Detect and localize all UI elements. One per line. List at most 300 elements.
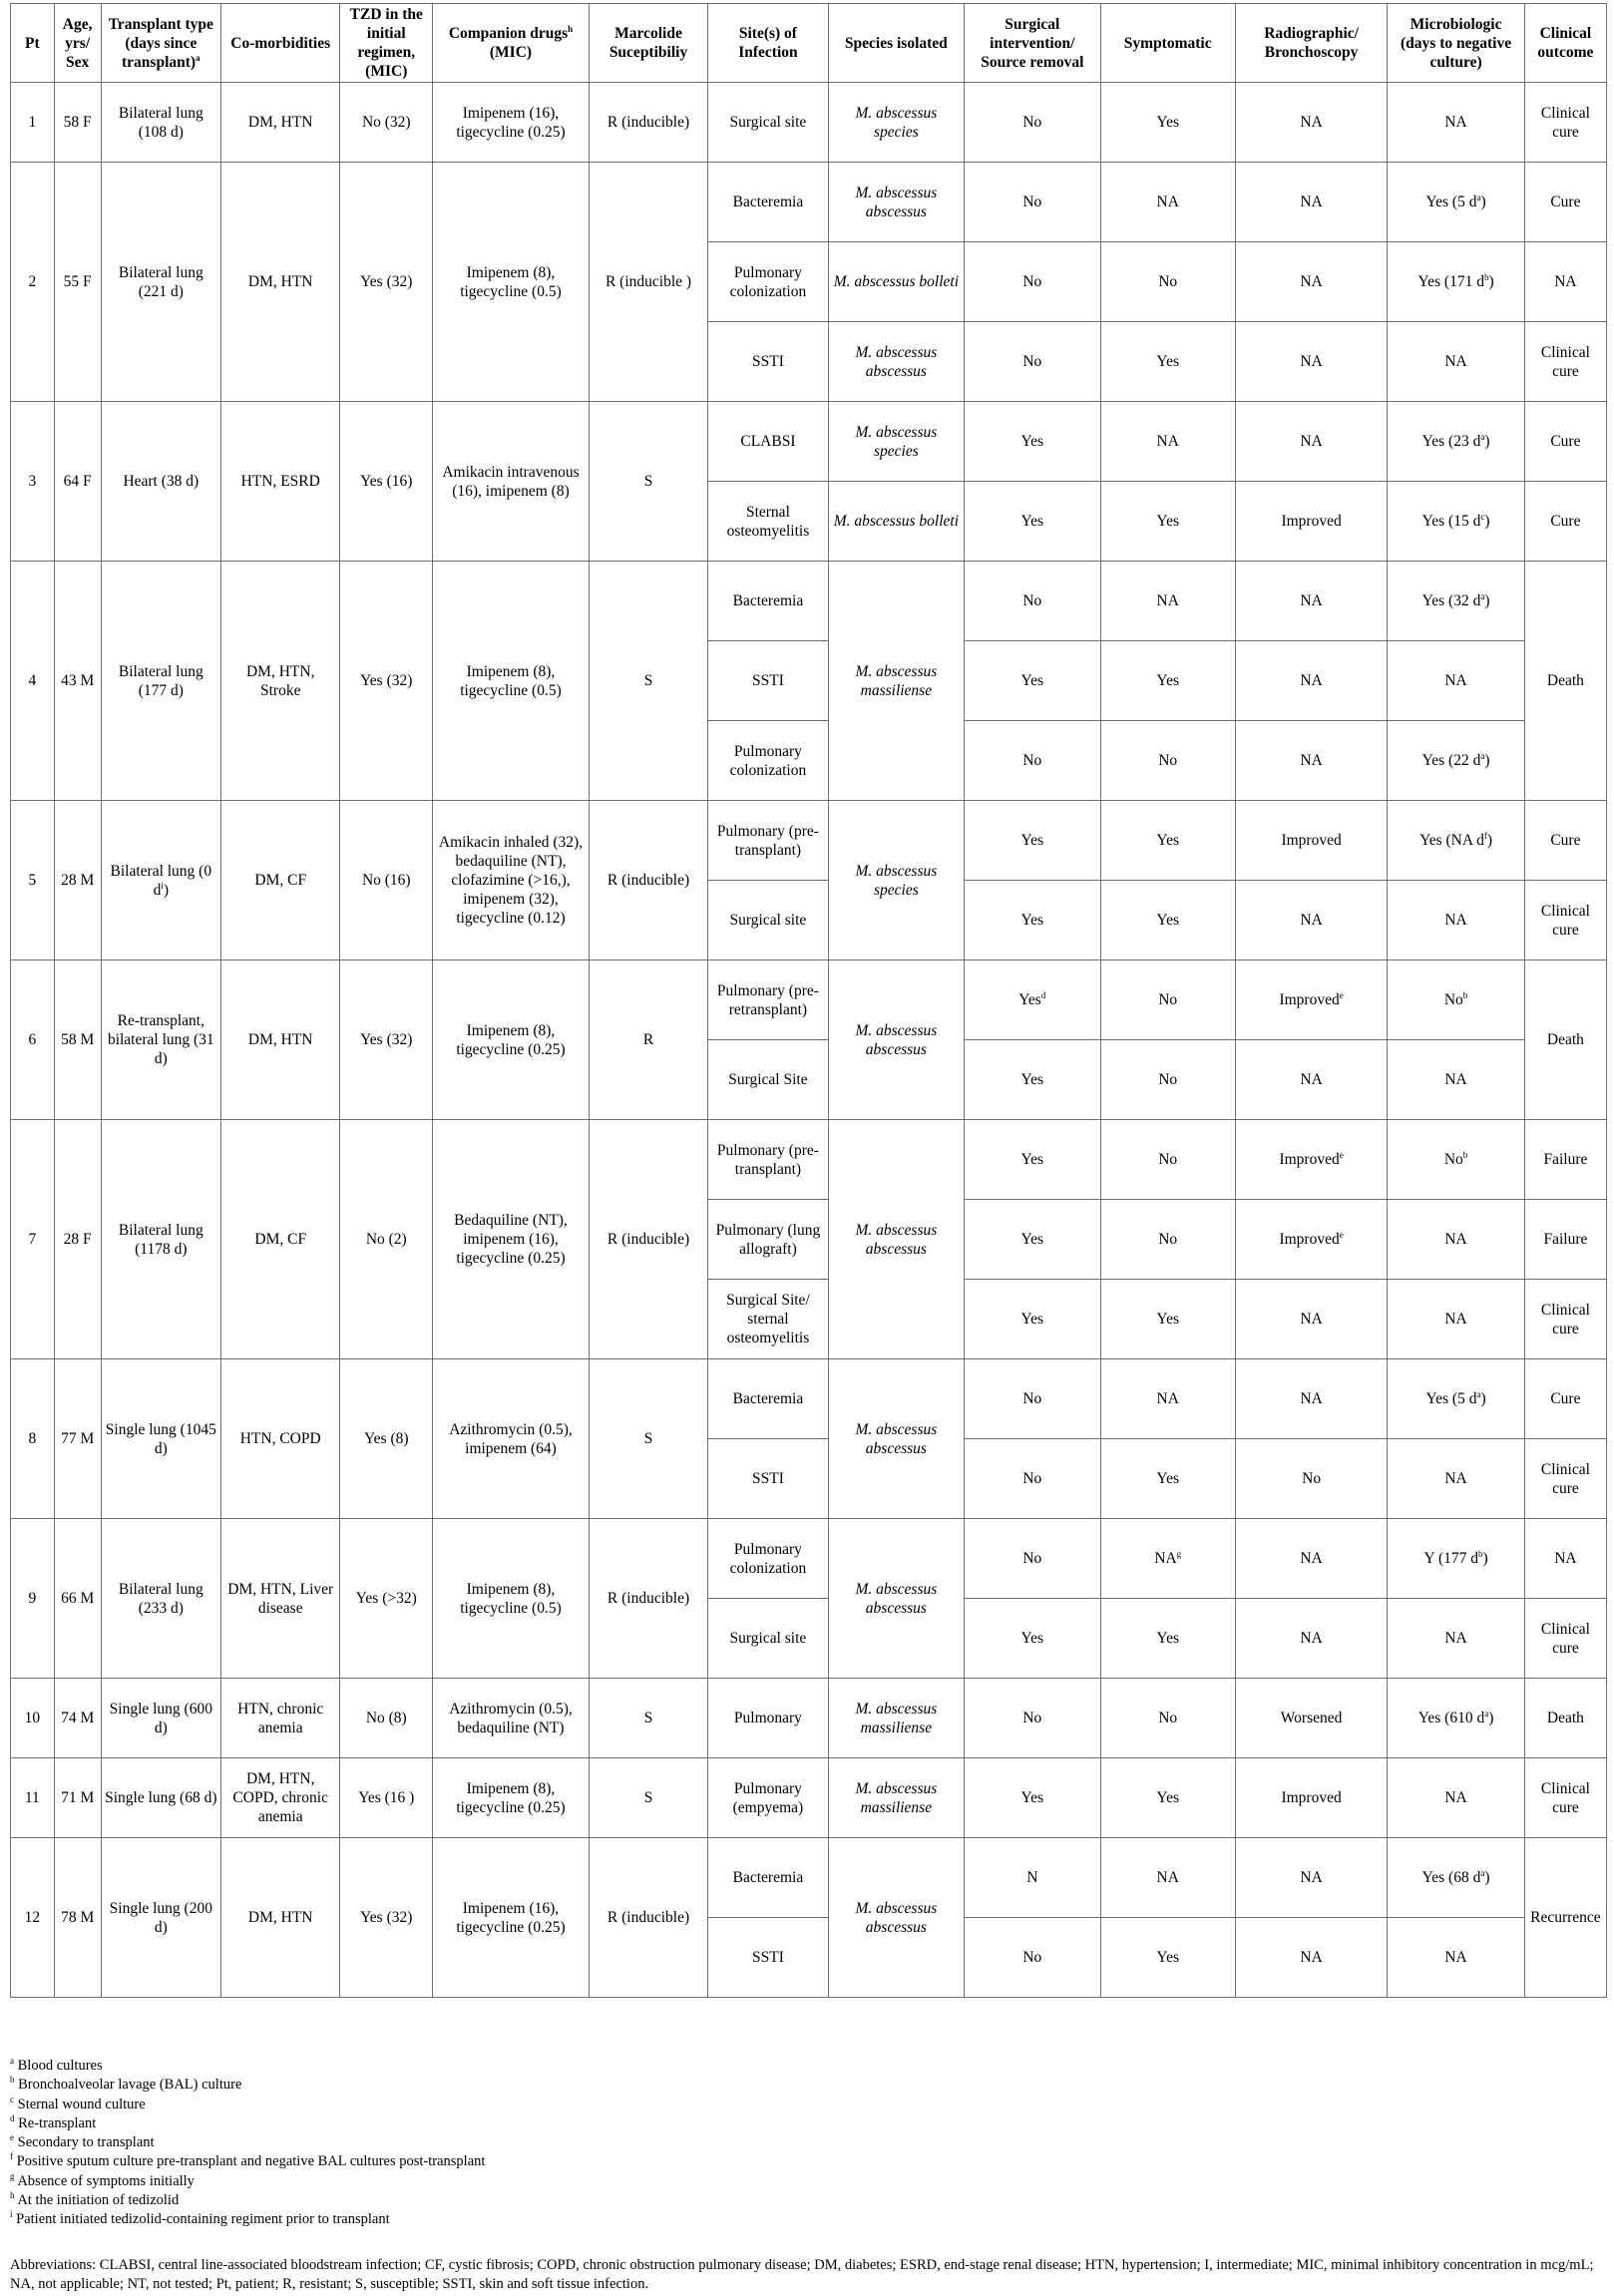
pt-cell (11, 402, 55, 562)
surgical-cell-text: No (1022, 1390, 1042, 1407)
microbiologic-cell-text: NA (1444, 1949, 1467, 1966)
table-row (11, 960, 1607, 1040)
radiographic-cell (1235, 482, 1387, 562)
age-sex-cell-text: 28 F (63, 1231, 92, 1248)
transplant-cell-text: Single lung (200 d) (109, 1899, 212, 1936)
microbiologic-cell (1388, 322, 1525, 402)
tzd-cell (340, 1679, 433, 1758)
transplant-cell (101, 562, 220, 801)
macrolide-cell-text: S (643, 672, 653, 689)
drugs-cell (433, 562, 590, 801)
comorbidities-cell-text: DM, HTN, Liver disease (227, 1580, 334, 1617)
site-cell-text: Bacteremia (732, 193, 804, 210)
transplant-cell (101, 801, 220, 960)
species-cell (828, 402, 964, 482)
radiographic-cell-text: NA (1300, 592, 1323, 609)
tzd-cell-text: Yes (32) (360, 1909, 413, 1926)
radiographic-cell-text: Improved (1281, 832, 1342, 849)
col-macrolide-header-text: Marcolide Suceptibiliy (608, 25, 688, 61)
symptomatic-cell (1100, 482, 1235, 562)
col-comorbidities-header (221, 4, 340, 83)
site-cell-text: Sternal osteomyelitis (726, 503, 810, 540)
symptomatic-cell-text: Yes (1156, 1789, 1179, 1806)
species-cell-text: M. abscessus abscessus (855, 343, 938, 380)
macrolide-cell-text: R (inducible) (606, 1909, 690, 1926)
radiographic-cell (1235, 1120, 1387, 1200)
site-cell (708, 1120, 828, 1200)
symptomatic-cell (1100, 1200, 1235, 1280)
species-cell-text: M. abscessus species (855, 423, 938, 460)
pt-cell (11, 1679, 55, 1758)
species-cell-text: M. abscessus abscessus (855, 1420, 938, 1457)
outcome-cell-text: NA (1554, 1550, 1577, 1567)
transplant-cell (101, 83, 220, 163)
outcome-cell-text: Clinical cure (1540, 1779, 1590, 1816)
species-cell-text: M. abscessus massiliense (855, 1700, 938, 1736)
site-cell-text: Pulmonary (pre-retransplant) (716, 981, 819, 1018)
microbiologic-cell-text: Yes (NA d (1419, 832, 1484, 849)
age-sex-cell (54, 801, 101, 960)
col-radiographic-header (1235, 4, 1387, 83)
pt-cell-text: 10 (24, 1710, 41, 1726)
species-cell-text: M. abscessus abscessus (855, 184, 938, 220)
macrolide-cell-text: S (643, 1430, 653, 1447)
radiographic-cell-text: NA (1300, 1949, 1323, 1966)
radiographic-cell (1235, 801, 1387, 881)
outcome-cell-text: Failure (1543, 1231, 1588, 1248)
symptomatic-cell (1100, 1758, 1235, 1838)
pt-cell-text: 9 (28, 1590, 37, 1607)
symptomatic-cell (1100, 562, 1235, 641)
drugs-cell-text: Imipenem (8), tigecycline (0.5) (460, 263, 562, 300)
microbiologic-cell-text: NA (1444, 1789, 1467, 1806)
drugs-cell (433, 163, 590, 402)
site-cell (708, 322, 828, 402)
drugs-cell-text: Imipenem (8), tigecycline (0.25) (456, 1779, 566, 1816)
drugs-cell-text: Amikacin inhaled (32), bedaquiline (NT), clofazimine (>16,), imipenem (32), tigecycline (0.12) (438, 834, 584, 927)
symptomatic-cell-text: No (1158, 1710, 1178, 1726)
microbiologic-cell (1388, 1918, 1525, 1998)
microbiologic-cell-suffix: ) (1488, 273, 1494, 290)
radiographic-cell-text: Improved (1281, 513, 1342, 530)
species-cell-text: M. abscessus species (855, 862, 938, 899)
site-cell (708, 881, 828, 960)
microbiologic-cell (1388, 1280, 1525, 1359)
transplant-cell-suffix: ) (163, 881, 170, 899)
abbreviations-note: Abbreviations: CLABSI, central line-associated bloodstream infection; CF, cystic fibrosis; COPD, chronic obstruction pulmonary disease; DM, diabetes; ESRD, end-stage renal disease; HTN, hypertension; I, intermediate; MIC, minimal inhibitory concentration in mcg/mL; NA, not applicable; NT, not tested; Pt, patient; R, resistant; S, susceptible; SSTI, skin and soft tissue infection. (10, 2257, 1594, 2292)
age-sex-cell-text: 28 M (61, 872, 95, 889)
comorbidities-cell (221, 960, 340, 1120)
radiographic-cell (1235, 1838, 1387, 1918)
symptomatic-cell (1100, 801, 1235, 881)
radiographic-cell-text: NA (1300, 353, 1323, 370)
radiographic-cell-text: NA (1300, 1630, 1323, 1647)
species-cell (828, 1679, 964, 1758)
radiographic-cell-text: Improved (1279, 1231, 1340, 1248)
col-companion-drugs-header (433, 4, 590, 83)
outcome-cell (1524, 83, 1606, 163)
macrolide-cell (589, 562, 707, 801)
comorbidities-cell (221, 801, 340, 960)
site-cell-text: Pulmonary (empyema) (732, 1779, 804, 1816)
drugs-cell-text: Azithromycin (0.5), imipenem (64) (449, 1420, 573, 1457)
microbiologic-cell (1388, 402, 1525, 482)
radiographic-cell-text: NA (1300, 1550, 1323, 1567)
microbiologic-cell (1388, 1838, 1525, 1918)
outcome-cell (1524, 960, 1606, 1120)
outcome-cell-text: Death (1546, 1031, 1584, 1048)
comorbidities-cell-text: HTN, chronic anemia (237, 1700, 324, 1736)
drugs-cell (433, 402, 590, 562)
radiographic-cell (1235, 1359, 1387, 1439)
table-row (11, 163, 1607, 242)
drugs-cell-text: Bedaquiline (NT), imipenem (16), tigecycline (0.25) (454, 1212, 568, 1267)
symptomatic-cell-text: Yes (1156, 1949, 1179, 1966)
radiographic-cell (1235, 1439, 1387, 1519)
microbiologic-cell-text: Yes (68 d (1421, 1869, 1481, 1886)
outcome-cell-text: Cure (1550, 832, 1581, 849)
outcome-cell (1524, 1599, 1606, 1679)
surgical-cell (965, 1599, 1100, 1679)
macrolide-cell-text: R (inducible) (606, 1590, 690, 1607)
symptomatic-cell-text: NA (1156, 1390, 1179, 1407)
transplant-cell-text: Single lung (600 d) (109, 1700, 212, 1736)
site-cell-text: Surgical Site (728, 1071, 808, 1088)
table-row (11, 1679, 1607, 1758)
pt-cell-text: 8 (28, 1430, 37, 1447)
col-age-sex-header-text: Age, yrs/ Sex (62, 15, 93, 71)
table-row (11, 1519, 1607, 1599)
site-cell-text: SSTI (751, 1470, 784, 1487)
microbiologic-cell (1388, 1758, 1525, 1838)
species-cell (828, 1519, 964, 1679)
surgical-cell-text: No (1022, 1710, 1042, 1726)
site-cell-text: Pulmonary colonization (729, 1540, 807, 1577)
transplant-cell (101, 960, 220, 1120)
drugs-cell-text: Imipenem (16), tigecycline (0.25) (456, 104, 566, 141)
footnote-marker: e (1339, 1149, 1344, 1160)
age-sex-cell-text: 77 M (61, 1430, 95, 1447)
site-cell-text: SSTI (751, 1949, 784, 1966)
site-cell (708, 721, 828, 801)
footnote-marker: e (1339, 989, 1344, 1000)
comorbidities-cell-text: DM, HTN, COPD, chronic anemia (232, 1770, 328, 1825)
tzd-cell-text: No (16) (361, 872, 411, 889)
microbiologic-cell (1388, 801, 1525, 881)
tzd-cell (340, 1838, 433, 1998)
microbiologic-cell (1388, 83, 1525, 163)
site-cell-text: Pulmonary (pre-transplant) (716, 1141, 819, 1178)
age-sex-cell (54, 1120, 101, 1359)
table-row (11, 402, 1607, 482)
age-sex-cell-text: 55 F (63, 273, 92, 290)
comorbidities-cell-text: DM, CF (254, 1231, 307, 1248)
microbiologic-cell (1388, 1679, 1525, 1758)
site-cell-text: Pulmonary (lung allograft) (715, 1221, 821, 1258)
outcome-cell-text: Death (1546, 672, 1584, 689)
radiographic-cell-text: NA (1300, 672, 1323, 689)
pt-cell-text: 4 (28, 672, 37, 689)
col-symptomatic-header-text: Symptomatic (1123, 34, 1212, 52)
col-surgical-header (965, 4, 1100, 83)
outcome-cell-text: Cure (1550, 193, 1581, 210)
surgical-cell (965, 163, 1100, 242)
surgical-cell-text: Yes (1020, 912, 1044, 929)
microbiologic-cell-text: NA (1444, 1630, 1467, 1647)
species-cell (828, 562, 964, 801)
microbiologic-cell (1388, 1120, 1525, 1200)
outcome-cell-text: Failure (1543, 1151, 1588, 1168)
table-row (11, 83, 1607, 163)
outcome-cell-text: Clinical cure (1540, 902, 1590, 939)
comorbidities-cell (221, 402, 340, 562)
radiographic-cell-text: NA (1300, 193, 1323, 210)
macrolide-cell (589, 163, 707, 402)
table-row (11, 562, 1607, 641)
macrolide-cell (589, 402, 707, 562)
radiographic-cell-text: No (1302, 1470, 1322, 1487)
col-companion-drugs-header-suffix: (MIC) (489, 44, 533, 61)
transplant-cell (101, 1359, 220, 1519)
symptomatic-cell-text: Yes (1156, 832, 1179, 849)
comorbidities-cell-text: HTN, COPD (239, 1430, 321, 1447)
pt-cell (11, 562, 55, 801)
col-transplant-type-header (101, 4, 220, 83)
radiographic-cell (1235, 1280, 1387, 1359)
col-age-sex-header (54, 4, 101, 83)
microbiologic-cell (1388, 482, 1525, 562)
footnote-marker: b (1483, 271, 1489, 282)
age-sex-cell (54, 163, 101, 402)
species-cell (828, 1359, 964, 1519)
surgical-cell (965, 1280, 1100, 1359)
surgical-cell-text: Yes (1020, 433, 1044, 450)
footnote-text: Absence of symptoms initially (17, 2172, 195, 2189)
pt-cell-text: 6 (28, 1031, 37, 1048)
radiographic-cell-text: NA (1300, 1390, 1323, 1407)
surgical-cell-text: No (1022, 752, 1042, 769)
microbiologic-cell (1388, 1040, 1525, 1120)
site-cell-text: Pulmonary (pre-transplant) (716, 822, 819, 859)
table-row (11, 801, 1607, 881)
symptomatic-cell (1100, 1918, 1235, 1998)
transplant-cell-text: Bilateral lung (0 d (110, 862, 212, 899)
surgical-cell (965, 1040, 1100, 1120)
col-tzd-header (340, 4, 433, 83)
drugs-cell (433, 83, 590, 163)
footnote-marker: c (10, 2094, 14, 2105)
surgical-cell (965, 1200, 1100, 1280)
tzd-cell (340, 163, 433, 402)
transplant-cell (101, 1838, 220, 1998)
comorbidities-cell-text: DM, HTN (247, 1909, 313, 1926)
microbiologic-cell-suffix: ) (1484, 513, 1490, 530)
radiographic-cell-text: NA (1300, 1071, 1323, 1088)
pt-cell (11, 83, 55, 163)
surgical-cell (965, 721, 1100, 801)
comorbidities-cell-text: HTN, ESRD (240, 473, 320, 490)
symptomatic-cell (1100, 322, 1235, 402)
transplant-cell-text: Bilateral lung (233 d) (118, 1580, 203, 1617)
transplant-cell-text: Single lung (1045 d) (105, 1420, 216, 1457)
footnote-marker: g (1176, 1548, 1182, 1559)
site-cell (708, 163, 828, 242)
surgical-cell-text: No (1022, 592, 1042, 609)
surgical-cell-text: N (1026, 1869, 1038, 1886)
species-cell-text: M. abscessus bolleti (833, 273, 959, 290)
macrolide-cell-text: R (inducible) (606, 114, 690, 131)
symptomatic-cell-text: Yes (1156, 1311, 1179, 1328)
age-sex-cell-text: 71 M (61, 1789, 95, 1806)
tzd-cell (340, 960, 433, 1120)
radiographic-cell (1235, 641, 1387, 721)
footnote-text: Secondary to transplant (17, 2134, 155, 2151)
footnote-item (10, 2114, 485, 2133)
age-sex-cell (54, 1359, 101, 1519)
age-sex-cell (54, 562, 101, 801)
symptomatic-cell (1100, 402, 1235, 482)
species-cell (828, 1120, 964, 1359)
surgical-cell (965, 1359, 1100, 1439)
macrolide-cell-text: S (643, 473, 653, 490)
symptomatic-cell (1100, 881, 1235, 960)
microbiologic-cell-suffix: ) (1484, 1869, 1490, 1886)
symptomatic-cell (1100, 1599, 1235, 1679)
site-cell-text: Bacteremia (732, 592, 804, 609)
outcome-cell-text: Clinical cure (1540, 1620, 1590, 1657)
site-cell (708, 1040, 828, 1120)
symptomatic-cell (1100, 163, 1235, 242)
radiographic-cell (1235, 562, 1387, 641)
drugs-cell-text: Imipenem (8), tigecycline (0.5) (460, 662, 562, 699)
microbiologic-cell (1388, 562, 1525, 641)
outcome-cell-text: Clinical cure (1540, 1301, 1590, 1338)
macrolide-cell (589, 1120, 707, 1359)
surgical-cell (965, 322, 1100, 402)
outcome-cell (1524, 1758, 1606, 1838)
col-tzd-header-text: TZD in the initial regimen, (MIC) (349, 6, 423, 80)
radiographic-cell-text: NA (1300, 433, 1323, 450)
surgical-cell (965, 801, 1100, 881)
col-pt-header (11, 4, 55, 83)
tzd-cell (340, 1359, 433, 1519)
surgical-cell (965, 1439, 1100, 1519)
outcome-cell-text: Clinical cure (1540, 104, 1590, 141)
surgical-cell-text: Yes (1020, 513, 1044, 530)
outcome-cell-text: Clinical cure (1540, 343, 1590, 380)
age-sex-cell-text: 66 M (61, 1590, 95, 1607)
microbiologic-cell-suffix: ) (1480, 193, 1486, 210)
footnote-marker: a (1480, 750, 1485, 761)
surgical-cell (965, 83, 1100, 163)
site-cell-text: Pulmonary colonization (729, 263, 807, 300)
macrolide-cell (589, 960, 707, 1120)
radiographic-cell (1235, 1519, 1387, 1599)
microbiologic-cell-text: NA (1444, 1470, 1467, 1487)
outcome-cell (1524, 482, 1606, 562)
table-header-row (11, 4, 1607, 83)
col-symptomatic-header (1100, 4, 1235, 83)
outcome-cell-text: Death (1546, 1710, 1584, 1726)
species-cell-text: M. abscessus abscessus (855, 1221, 938, 1258)
col-transplant-type-header-text: Transplant type (days since transplant) (108, 15, 213, 71)
site-cell (708, 562, 828, 641)
tzd-cell-text: Yes (32) (360, 672, 413, 689)
site-cell-text: Surgical Site/ sternal osteomyelitis (726, 1292, 810, 1346)
footnote-marker: a (1480, 590, 1485, 601)
radiographic-cell-text: Worsened (1280, 1710, 1343, 1726)
surgical-cell (965, 1519, 1100, 1599)
tzd-cell (340, 83, 433, 163)
outcome-cell-text: Cure (1550, 513, 1581, 530)
footnote-marker: i (161, 880, 164, 891)
microbiologic-cell (1388, 163, 1525, 242)
comorbidities-cell-text: DM, HTN (247, 1031, 313, 1048)
tzd-cell (340, 1519, 433, 1679)
age-sex-cell-text: 74 M (61, 1710, 95, 1726)
transplant-cell (101, 1758, 220, 1838)
outcome-cell-text: NA (1554, 273, 1577, 290)
surgical-cell (965, 1679, 1100, 1758)
macrolide-cell-text: R (inducible) (606, 1231, 690, 1248)
footnote-item (10, 2076, 485, 2095)
footnote-marker: b (1477, 1548, 1483, 1559)
species-cell (828, 482, 964, 562)
species-cell (828, 163, 964, 242)
microbiologic-cell-text: NA (1444, 1071, 1467, 1088)
comorbidities-cell (221, 83, 340, 163)
comorbidities-cell (221, 1758, 340, 1838)
symptomatic-cell-text: No (1158, 273, 1178, 290)
tzd-cell (340, 801, 433, 960)
col-microbiologic-header (1388, 4, 1525, 83)
footnote-marker: f (10, 2151, 13, 2162)
symptomatic-cell-text: NA (1154, 1550, 1177, 1567)
surgical-cell-text: Yes (1020, 1231, 1044, 1248)
symptomatic-cell-text: No (1158, 752, 1178, 769)
footnote-marker: e (10, 2132, 14, 2143)
surgical-cell-text: Yes (1020, 1071, 1044, 1088)
site-cell (708, 1359, 828, 1439)
species-cell (828, 960, 964, 1120)
symptomatic-cell (1100, 242, 1235, 322)
site-cell (708, 1599, 828, 1679)
footnote-marker: a (1480, 431, 1485, 442)
surgical-cell-text: Yes (1020, 1789, 1044, 1806)
outcome-cell (1524, 1280, 1606, 1359)
radiographic-cell-text: NA (1300, 912, 1323, 929)
footnote-marker: d (10, 2113, 15, 2124)
footnote-marker: a (1476, 191, 1481, 202)
symptomatic-cell-text: NA (1156, 193, 1179, 210)
site-cell-text: Surgical site (729, 1630, 807, 1647)
microbiologic-cell-text: Yes (610 d (1417, 1710, 1485, 1726)
outcome-cell (1524, 562, 1606, 801)
outcome-cell-text: Cure (1550, 1390, 1581, 1407)
col-microbiologic-header-text: Microbiologic (days to negative culture) (1401, 15, 1512, 71)
drugs-cell (433, 1838, 590, 1998)
pt-cell-text: 7 (28, 1231, 37, 1248)
site-cell (708, 482, 828, 562)
footnote-marker: e (1339, 1229, 1344, 1240)
radiographic-cell-text: NA (1300, 752, 1323, 769)
footnote-marker: g (10, 2170, 15, 2181)
age-sex-cell (54, 402, 101, 562)
col-site-header (708, 4, 828, 83)
microbiologic-cell-text: Yes (15 d (1421, 513, 1481, 530)
radiographic-cell (1235, 1040, 1387, 1120)
tzd-cell-text: Yes (8) (364, 1430, 409, 1447)
